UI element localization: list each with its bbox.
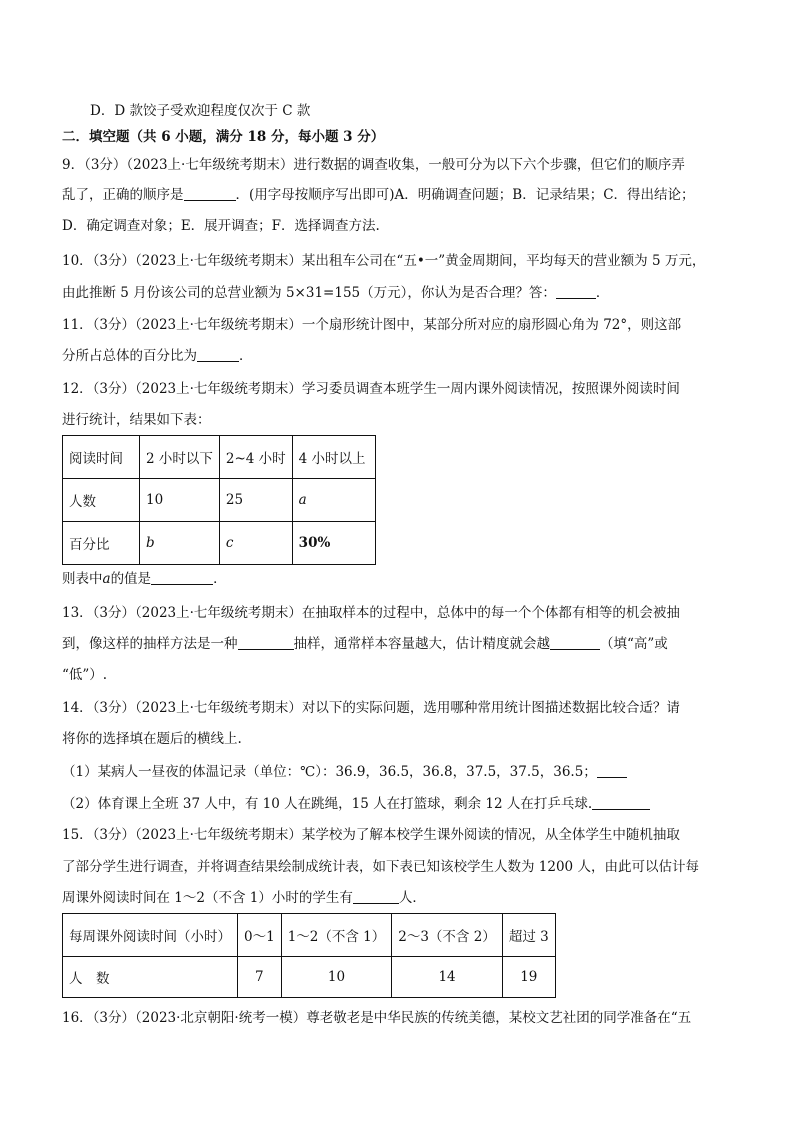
table-cell: 人 数: [63, 957, 238, 998]
q14-line2: 将你的选择填在题后的横线上.: [62, 731, 242, 747]
q15-line1: 15．（3分）（2023上·七年级统考期末）某学校为了解本校学生课外阅读的情况，从全体学生中随机抽取: [62, 827, 680, 843]
answer-blank[interactable]: [353, 889, 399, 904]
q9-line1: 9．（3分）（2023上·七年级统考期末）进行数据的调查收集，一般可分为以下六个步骤，但它们的顺序弄: [62, 157, 685, 173]
q13-line2: 到，像这样的抽样方法是一种 抽样，通常样本容量越大，估计精度就会越 （填“高”或: [62, 636, 668, 652]
q9-line3: D．确定调查对象；E．展开调查；F．选择调查方法.: [62, 218, 380, 234]
table-cell: 2 小时以下: [140, 436, 220, 479]
table-row: [63, 479, 376, 522]
table-cell: 1～2（不含 1）: [281, 914, 392, 957]
q9-line2: 乱了，正确的顺序是 ．(用字母按顺序写出即可)A．明确调查问题；B．记录结果；C．得出结论；: [62, 187, 695, 203]
reading-time-table: [62, 435, 376, 565]
table-row: [63, 914, 556, 957]
answer-blank[interactable]: [238, 635, 294, 650]
table-row: [63, 957, 556, 998]
weekly-reading-table: [62, 913, 556, 998]
table-cell: 超过 3: [502, 914, 555, 957]
answer-blank[interactable]: [151, 570, 213, 585]
table-cell: 2～3（不含 2）: [392, 914, 503, 957]
option-d: D．D 款饺子受欢迎程度仅次于 C 款: [90, 103, 311, 119]
q11-line1: 11．（3分）（2023上·七年级统考期末）一个扇形统计图中，某部分所对应的扇形圆心角为 72°，则这部: [62, 317, 682, 333]
section-title: 二．填空题（共 6 小题，满分 18 分，每小题 3 分）: [62, 129, 385, 145]
table-cell: 每周课外阅读时间（小时）: [63, 914, 238, 957]
table-cell: 人数: [63, 479, 140, 522]
answer-blank[interactable]: [556, 284, 596, 299]
table-cell: 14: [392, 957, 503, 998]
table-cell: a: [292, 479, 375, 522]
table-cell: 19: [502, 957, 555, 998]
q13-line3: “低”）.: [62, 667, 108, 683]
q15-line2: 了部分学生进行调查，并将调查结果绘制成统计表，如下表已知该校学生人数为 1200 人，由此可以估计每: [62, 859, 699, 875]
table-cell: 4 小时以上: [292, 436, 375, 479]
q10-line2: 由此推断 5 月份该公司的总营业额为 5×31=155（万元），你认为是否合理？答： ．: [62, 285, 610, 301]
table-cell: 百分比: [63, 522, 140, 565]
q12-after: 则表中a的值是 ．: [62, 571, 227, 587]
table-cell: 0～1: [238, 914, 282, 957]
table-cell: c: [219, 522, 292, 565]
table-cell: 7: [238, 957, 282, 998]
q11-line2: 分所占总体的百分比为 ．: [62, 348, 253, 364]
table-cell: 30%: [292, 522, 375, 565]
q12-line2: 进行统计，结果如下表：: [62, 412, 211, 428]
q15-line3: 周课外阅读时间在 1～2（不含 1）小时的学生有 人．: [62, 890, 426, 906]
table-cell: 2~4 小时: [219, 436, 292, 479]
table-cell: b: [140, 522, 220, 565]
answer-blank[interactable]: [592, 795, 650, 810]
table-row: [63, 522, 376, 565]
q16-line1: 16．（3分）（2023·北京朝阳·统考一模）尊老敬老是中华民族的传统美德，某校文艺社团的同学准备在“五: [62, 1010, 692, 1026]
q14-sub1: （1）某病人一昼夜的体温记录（单位：℃）：36.9，36.5，36.8，37.5，37.5，36.5；: [62, 762, 627, 782]
table-cell: 25: [219, 479, 292, 522]
q13-line1: 13．（3分）（2023上·七年级统考期末）在抽取样本的过程中，总体中的每一个个体都有相等的机会被抽: [62, 605, 680, 621]
answer-blank[interactable]: [597, 763, 627, 778]
answer-blank[interactable]: [550, 635, 600, 650]
q12-line1: 12．（3分）（2023上·七年级统考期末）学习委员调查本班学生一周内课外阅读情况，按照课外阅读时间: [62, 381, 680, 397]
table-cell: 阅读时间: [63, 436, 140, 479]
table-cell: 10: [140, 479, 220, 522]
answer-blank[interactable]: [184, 186, 236, 201]
table-row: [63, 436, 376, 479]
q14-sub2: （2）体育课上全班 37 人中，有 10 人在跳绳，15 人在打篮球，剩余 12 人在打乒乓球.: [62, 794, 650, 814]
answer-blank[interactable]: [197, 347, 239, 362]
q14-line1: 14．（3分）（2023上·七年级统考期末）对以下的实际问题，选用哪种常用统计图描述数据比较合适？请: [62, 700, 680, 716]
table-cell: 10: [281, 957, 392, 998]
q10-line1: 10．（3分）（2023上·七年级统考期末）某出租车公司在“五•一”黄金周期间，平均每天的营业额为 5 万元，: [62, 253, 706, 269]
